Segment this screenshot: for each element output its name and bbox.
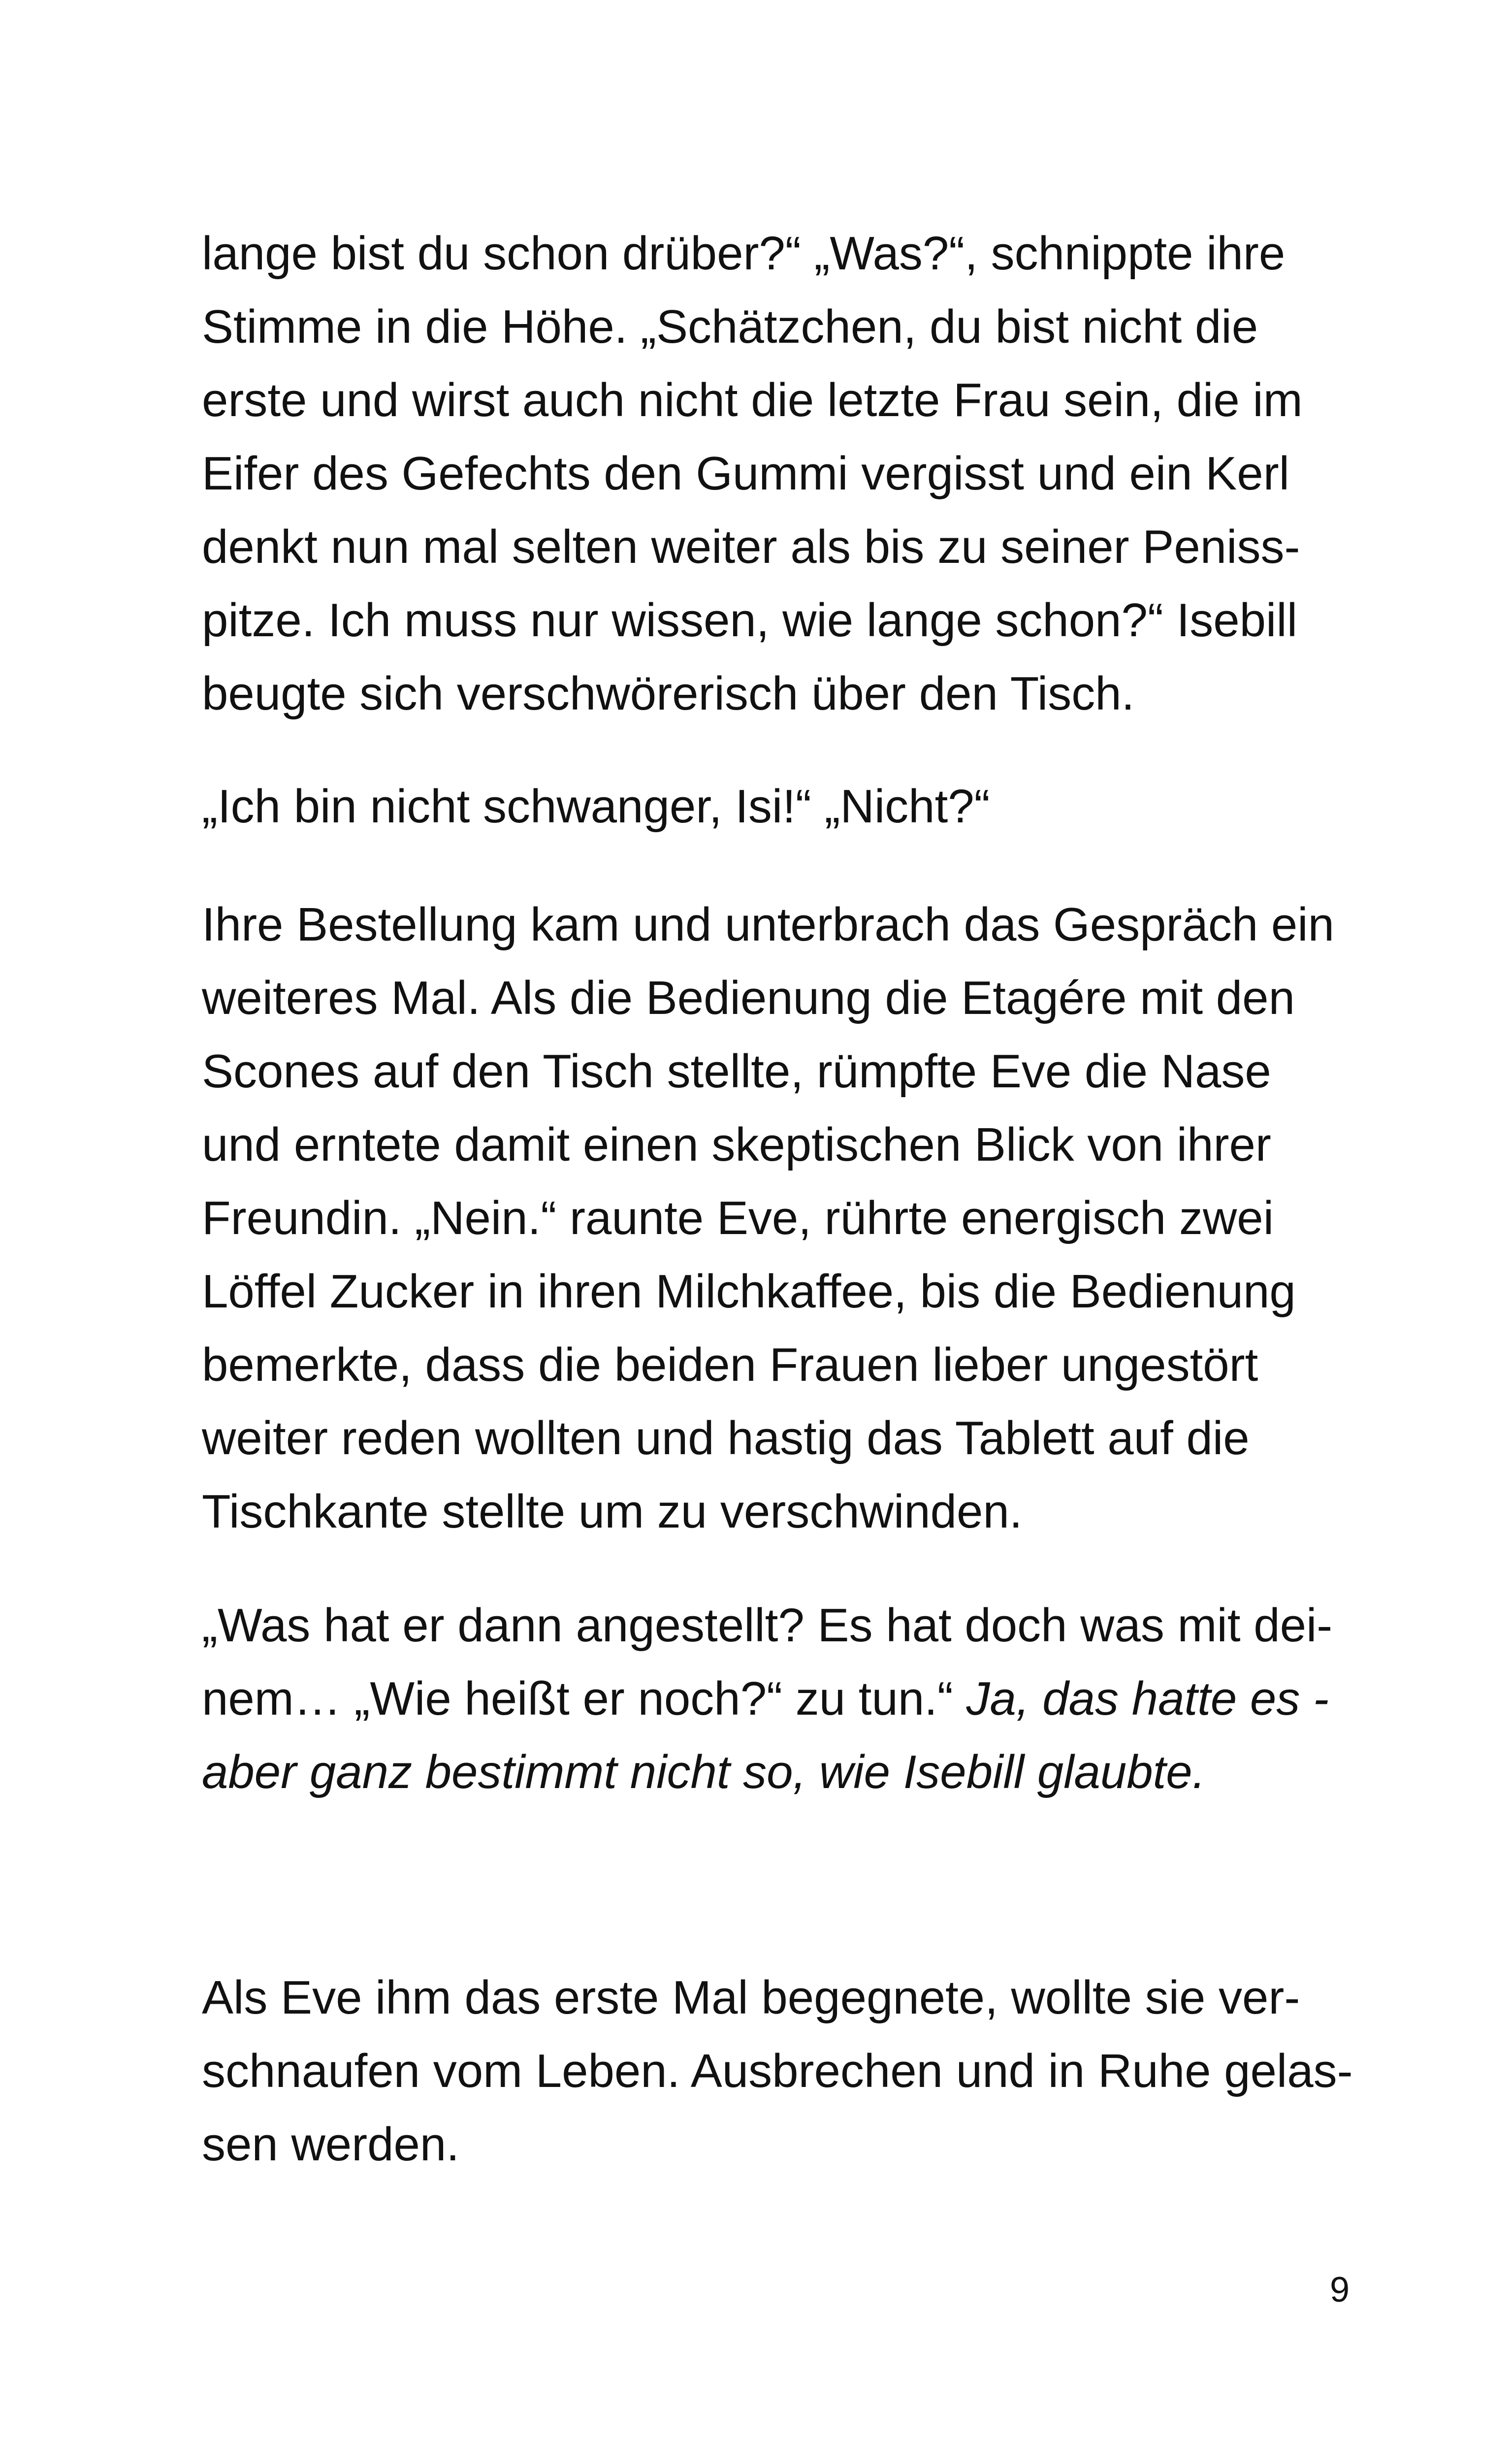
paragraph-3 xyxy=(202,888,1344,1548)
paragraph-5 xyxy=(202,1961,1353,2181)
text-line: schnaufen vom Leben. Ausbrechen und in Ruhe gelas- xyxy=(202,2045,1353,2097)
text-run: nem… „Wie heißt er noch?“ zu tun.“ xyxy=(202,1672,966,1725)
text-line: Stimme in die Höhe. „Schätzchen, du bist nicht die xyxy=(202,300,1258,353)
text-line: „Ich bin nicht schwanger, Isi!“ „Nicht?“ xyxy=(202,780,990,833)
italic-thought: Ja, das hatte es - xyxy=(966,1672,1329,1725)
text-line: Freundin. „Nein.“ raunte Eve, rührte energisch zwei xyxy=(202,1192,1274,1244)
text-line: lange bist du schon drüber?“ „Was?“, schnippte ihre xyxy=(202,227,1286,280)
text-line: Eifer des Gefechts den Gummi vergisst und ein Kerl xyxy=(202,447,1289,500)
text-line: Tischkante stellte um zu verschwinden. xyxy=(202,1485,1023,1538)
text-line: erste und wirst auch nicht die letzte Frau sein, die im xyxy=(202,374,1303,426)
text-line: weiteres Mal. Als die Bedienung die Etagére mit den xyxy=(202,972,1295,1024)
paragraph-2 xyxy=(202,770,1344,843)
text-line: bemerkte, dass die beiden Frauen lieber ungestört xyxy=(202,1338,1258,1391)
text-line: pitze. Ich muss nur wissen, wie lange schon?“ Isebill xyxy=(202,594,1298,647)
text-line-mixed xyxy=(202,1662,1344,1735)
text-line: „Was hat er dann angestellt? Es hat doch was mit dei- xyxy=(202,1599,1333,1652)
text-line: Scones auf den Tisch stellte, rümpfte Eve die Nase xyxy=(202,1045,1271,1098)
text-line: weiter reden wollten und hastig das Tablett auf die xyxy=(202,1412,1250,1465)
text-line: denkt nun mal selten weiter als bis zu seiner Peniss- xyxy=(202,521,1300,573)
page-number: 9 xyxy=(1329,2270,1350,2310)
paragraph-4 xyxy=(202,1589,1344,1809)
text-line: Ihre Bestellung kam und unterbrach das Gespräch ein xyxy=(202,898,1335,951)
italic-thought-line: aber ganz bestimmt nicht so, wie Isebill glaubte. xyxy=(202,1746,1206,1798)
paragraph-1 xyxy=(202,217,1344,730)
text-line: sen werden. xyxy=(202,2118,459,2171)
text-line: und erntete damit einen skeptischen Blick von ihrer xyxy=(202,1118,1271,1171)
text-line: Als Eve ihm das erste Mal begegnete, wollte sie ver- xyxy=(202,1971,1300,2024)
text-line: Löffel Zucker in ihren Milchkaffee, bis die Bedienung xyxy=(202,1265,1296,1318)
text-line: beugte sich verschwörerisch über den Tisch. xyxy=(202,667,1135,720)
